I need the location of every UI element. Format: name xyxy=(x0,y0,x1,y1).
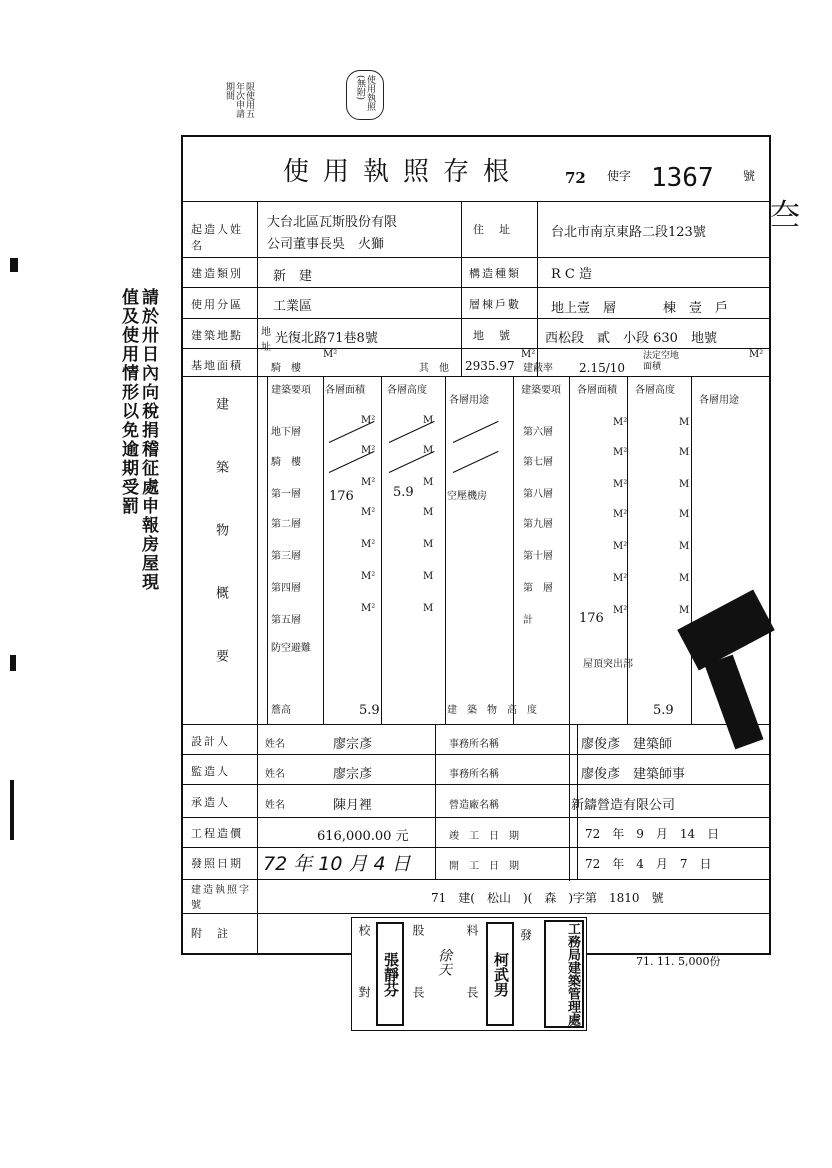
structure-value: R C 造 xyxy=(551,267,592,282)
cost-value: 616,000.00 元 xyxy=(317,829,409,844)
header-vertical-note: 限使用五年次申請期間 xyxy=(224,82,254,118)
floor-row-left-name: 第二層 xyxy=(271,519,301,530)
company-label: 營造廠名稱 xyxy=(449,800,499,811)
permit-number: 1367 xyxy=(651,163,714,193)
unit-label: M xyxy=(423,477,434,488)
col-use-right: 各層用途 xyxy=(699,395,739,406)
floor-row-left-name: 第一層 xyxy=(271,489,301,500)
unit-label: M xyxy=(423,571,434,582)
unit-label: M² xyxy=(361,477,376,488)
applicant-value-2: 公司董事長吳 火獅 xyxy=(267,237,385,252)
legal-space-unit: M² xyxy=(749,349,764,360)
designer-name: 廖宗彥 xyxy=(333,737,373,752)
floor-row-right-name: 第九層 xyxy=(523,519,553,530)
building-count: 棟 壹 戶 xyxy=(663,301,729,316)
floors-value: 地上壹 層 xyxy=(551,301,617,316)
issue-label: 發照日期 xyxy=(191,857,243,870)
cost-label: 工程造價 xyxy=(191,827,243,840)
blank-mark xyxy=(389,421,435,443)
coverage-value: 2.15/10 xyxy=(579,361,626,375)
company-value: 新鑄營造有限公司 xyxy=(571,798,676,813)
supervisor-label: 監造人 xyxy=(191,765,230,778)
designer-name-label: 姓名 xyxy=(265,739,285,750)
unit-label: M xyxy=(679,447,690,458)
col-height-left: 各層高度 xyxy=(387,385,427,396)
supervisor-office: 廖俊彥 建築師事 xyxy=(581,767,686,782)
blank-mark xyxy=(453,451,499,473)
section-label: 建築物概要 xyxy=(213,397,228,712)
applicant-value-1: 大台北區瓦斯股份有限 xyxy=(267,215,398,230)
floor-row-left-name: 地下層 xyxy=(271,427,301,438)
designer-office-label: 事務所名稱 xyxy=(449,739,499,750)
seal-issue: 發 xyxy=(520,928,533,942)
floor-row-right-name: 第七層 xyxy=(523,457,553,468)
floor-row-left-name: 第四層 xyxy=(271,583,301,594)
floor-row-left-use: 空壓機房 xyxy=(447,491,487,502)
finish-label: 竣 工 日 期 xyxy=(449,831,519,842)
char-label: 使字 xyxy=(607,169,632,183)
issue-value: 72 年 10 月 4 日 xyxy=(263,853,411,875)
unit-label: M² xyxy=(361,571,376,582)
unit-label: M² xyxy=(613,541,628,552)
seal-check: 校對 xyxy=(357,924,371,1048)
lot-label: 地 號 xyxy=(473,329,512,342)
unit-label: M xyxy=(423,539,434,550)
eave-label: 簷高 xyxy=(271,705,291,716)
unit-label: M² xyxy=(361,507,376,518)
address-value: 台北市南京東路二段123號 xyxy=(551,225,706,240)
floor-row-left-name: 第五層 xyxy=(271,615,301,626)
unit-label: M xyxy=(423,445,434,456)
col-item-right: 建築要項 xyxy=(521,385,561,396)
area-unit: M² xyxy=(323,349,338,360)
roof-label: 屋頂突出部 xyxy=(583,659,633,670)
seal-company: 工務局建築管理處 xyxy=(544,920,584,1028)
site-label: 建築地點 xyxy=(191,329,243,342)
other-value: 2935.97 xyxy=(465,359,515,373)
number-suffix: 號 xyxy=(743,169,756,183)
seal-material: 料長 xyxy=(465,924,479,1048)
approval-seals xyxy=(351,917,587,1048)
lot-value: 西松段 貳 小段 630 地號 xyxy=(545,331,717,346)
start-value: 72 年 4 月 7 日 xyxy=(585,857,712,871)
margin-mark xyxy=(10,655,16,671)
adjacent-page-fragment: 夳 xyxy=(770,198,800,233)
bldg-height-value: 5.9 xyxy=(653,703,674,718)
build-type-label: 建造類別 xyxy=(191,267,243,280)
floor-row-left-name: 騎 樓 xyxy=(271,457,301,468)
permit-value: 71 建( 松山 )( 森 )字第 1810 號 xyxy=(431,891,664,905)
supervisor-name-label: 姓名 xyxy=(265,769,285,780)
form-title: 使用執照存根 xyxy=(283,157,524,187)
contractor-name-label: 姓名 xyxy=(265,800,285,811)
unit-label: M xyxy=(679,605,690,616)
build-type-value: 新 建 xyxy=(273,269,313,284)
seal-section: 股長 xyxy=(411,924,425,1048)
blank-mark xyxy=(453,421,499,443)
blank-mark xyxy=(329,451,375,473)
blank-mark xyxy=(389,451,435,473)
supervisor-office-label: 事務所名稱 xyxy=(449,769,499,780)
col-use-left: 各層用途 xyxy=(449,395,489,406)
floor-row-right-name: 第 層 xyxy=(523,583,553,594)
col-area-left: 各層面積 xyxy=(325,385,365,396)
col-height-right: 各層高度 xyxy=(635,385,675,396)
site-prefix: 地址 xyxy=(261,327,271,353)
eave-value: 5.9 xyxy=(359,703,380,718)
remark-label: 附 註 xyxy=(191,927,230,940)
structure-label: 構造種類 xyxy=(469,267,521,280)
unit-label: M² xyxy=(361,445,376,456)
unit-label: M² xyxy=(361,539,376,550)
year-prefix: 72 xyxy=(565,169,586,187)
floor-row-right-name: 第六層 xyxy=(523,427,553,438)
unit-label: M² xyxy=(613,605,628,616)
unit-label: M xyxy=(679,417,690,428)
contractor-label: 承造人 xyxy=(191,796,230,809)
site-value: 光復北路71巷8號 xyxy=(275,331,378,346)
unit-label: M² xyxy=(613,479,628,490)
print-note: 71. 11. 5,000份 xyxy=(636,955,721,968)
other-unit: M² xyxy=(521,349,536,360)
col-area-right: 各層面積 xyxy=(577,385,617,396)
unit-label: M² xyxy=(613,447,628,458)
unit-label: M² xyxy=(361,603,376,614)
unit-label: M xyxy=(679,573,690,584)
floor-row-right-name: 第十層 xyxy=(523,551,553,562)
unit-label: M xyxy=(423,415,434,426)
contractor-name: 陳月裡 xyxy=(333,798,373,813)
margin-mark xyxy=(10,780,14,840)
seal-name-3: 徐天 xyxy=(436,948,452,976)
floor-row-right-name: 第八層 xyxy=(523,489,553,500)
designer-label: 設計人 xyxy=(191,735,230,748)
seal-name-1: 張靜芬 xyxy=(376,922,404,1026)
floor-row-right-name: 計 xyxy=(523,615,533,626)
address-label: 住 址 xyxy=(473,223,512,236)
arcade-label: 騎 樓 xyxy=(271,363,301,374)
bldg-height-label: 建築物高度 xyxy=(447,705,547,716)
designer-office: 廖俊彥 建築師 xyxy=(581,737,673,752)
supervisor-name: 廖宗彥 xyxy=(333,767,373,782)
zone-label: 使用分區 xyxy=(191,298,243,311)
floor-row-left-name: 第三層 xyxy=(271,551,301,562)
margin-mark xyxy=(10,258,18,272)
area-label: 基地面積 xyxy=(191,359,243,372)
permit-label: 建造執照字號 xyxy=(191,885,251,911)
unit-label: M² xyxy=(361,415,376,426)
floor-row-left-height: 5.9 xyxy=(393,485,414,500)
coverage-label: 建蔽率 xyxy=(523,363,553,374)
floor-row-left-area: 176 xyxy=(329,489,354,504)
unit-label: M² xyxy=(613,573,628,584)
total-area: 176 xyxy=(579,611,604,626)
zone-value: 工業區 xyxy=(273,299,313,314)
ink-stamp-blot xyxy=(705,655,764,750)
applicant-label: 起造人姓名 xyxy=(191,223,243,252)
shelter-label: 防空避難 xyxy=(271,643,311,654)
col-item-left: 建築要項 xyxy=(271,385,311,396)
start-label: 開 工 日 期 xyxy=(449,861,519,872)
unit-label: M xyxy=(679,509,690,520)
unit-label: M² xyxy=(613,509,628,520)
unit-label: M xyxy=(423,507,434,518)
unit-label: M² xyxy=(613,417,628,428)
unit-label: M xyxy=(679,479,690,490)
floors-label: 層棟戶數 xyxy=(469,298,521,311)
blank-mark xyxy=(329,421,375,443)
other-label: 其 他 xyxy=(419,363,449,374)
tax-reminder-note: 請於卅日內向稅捐稽征處申報房屋現值及使用情形以免逾期受罰 xyxy=(118,288,158,592)
unit-label: M xyxy=(423,603,434,614)
seal-name-2: 柯武男 xyxy=(486,922,514,1026)
legal-space-label: 法定空地面積 xyxy=(643,351,680,372)
finish-value: 72 年 9 月 14 日 xyxy=(585,827,720,841)
unit-label: M xyxy=(679,541,690,552)
header-oval-stamp: 使用執照(無附) xyxy=(346,70,384,120)
